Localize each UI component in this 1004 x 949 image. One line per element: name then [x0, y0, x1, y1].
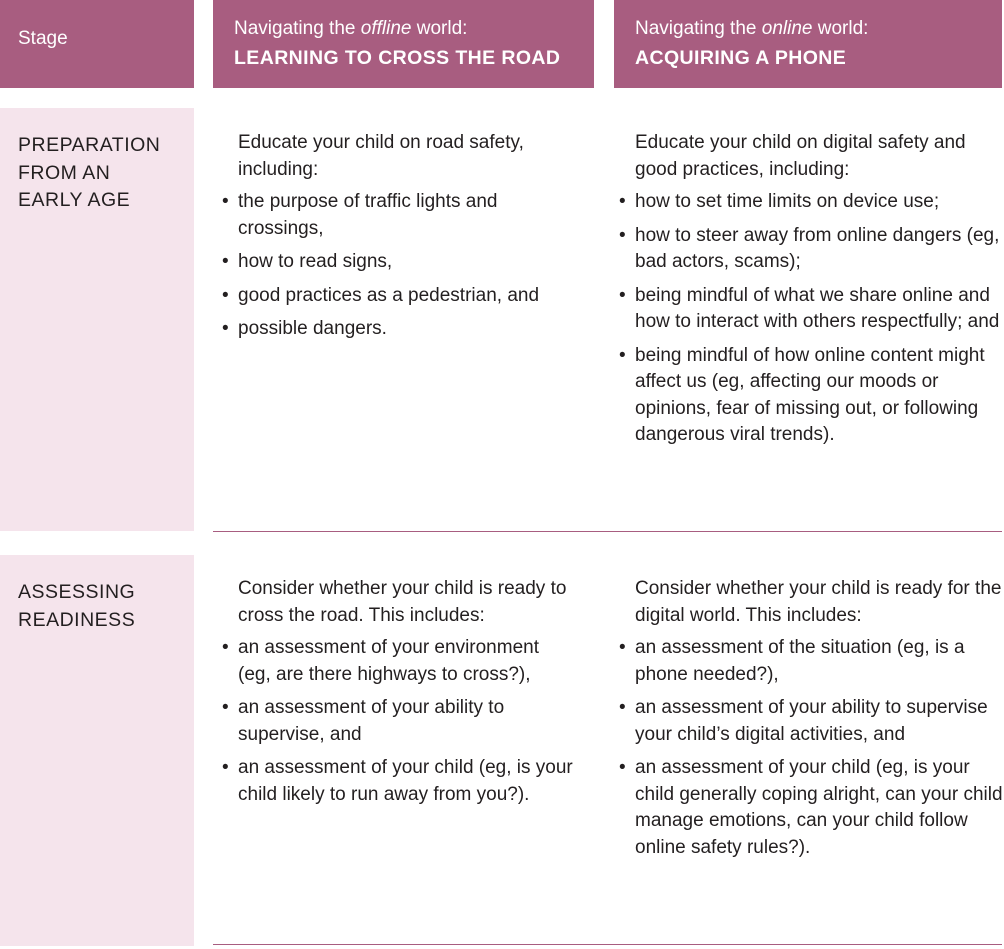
cell-intro: Consider whether your child is ready to cross the road. This includes:: [238, 578, 567, 626]
bullet-list: [213, 189, 573, 342]
header-offline-prefix: Navigating the: [234, 18, 361, 39]
list-item: • an assessment of your ability to supervise your child’s digital activities, and: [610, 695, 1004, 748]
header-online-suffix: world:: [812, 18, 869, 39]
header-online-title: ACQUIRING A PHONE: [635, 47, 847, 69]
header-offline-emphasis: offline: [360, 18, 412, 39]
header-online-emphasis: online: [761, 18, 813, 39]
stage-cell-preparation: [0, 108, 194, 531]
list-item: • how to steer away from online dangers (eg, bad actors, scams);: [610, 223, 1004, 276]
header-offline: [213, 0, 594, 88]
bullet-list: [610, 635, 1004, 861]
header-stage: [0, 0, 194, 88]
row-divider: [213, 944, 1002, 945]
online-cell-readiness: [610, 576, 1004, 868]
list-item: • being mindful of what we share online and how to interact with others respectfully; and: [610, 283, 1004, 336]
list-item: • being mindful of how online content might affect us (eg, affecting our moods or opinions, fear of missing out, or following dangerous viral trends).: [610, 343, 1004, 449]
header-offline-subtitle: [234, 16, 594, 42]
bullet-list: [610, 189, 1004, 449]
header-online: [614, 0, 1002, 88]
list-item: • an assessment of your ability to supervise, and: [213, 695, 573, 748]
stage-label: PREPARATION FROM AN EARLY AGE: [18, 134, 161, 211]
header-online-subtitle: [635, 16, 1002, 42]
list-item: • an assessment of your environment (eg, are there highways to cross?),: [213, 635, 573, 688]
cell-intro: Educate your child on road safety, including:: [238, 132, 524, 180]
list-item: • possible dangers.: [213, 316, 573, 343]
list-item: • how to set time limits on device use;: [610, 189, 1004, 216]
bullet-list: [213, 635, 573, 808]
list-item: • an assessment of your child (eg, is your child likely to run away from you?).: [213, 755, 573, 808]
header-offline-title: LEARNING TO CROSS THE ROAD: [234, 47, 561, 69]
stage-cell-readiness: [0, 555, 194, 946]
list-item: • the purpose of traffic lights and crossings,: [213, 189, 573, 242]
list-item: • good practices as a pedestrian, and: [213, 283, 573, 310]
header-stage-label: Stage: [18, 28, 68, 49]
stage-label: ASSESSING READINESS: [18, 581, 136, 631]
row-divider: [213, 531, 1002, 532]
cell-intro: Consider whether your child is ready for the digital world. This includes:: [635, 578, 1002, 626]
online-cell-preparation: [610, 130, 1004, 456]
header-online-prefix: Navigating the: [635, 18, 762, 39]
offline-cell-preparation: [213, 130, 573, 349]
list-item: • how to read signs,: [213, 249, 573, 276]
list-item: • an assessment of your child (eg, is your child generally coping alright, can your child manage emotions, can your child follow online safety rules?).: [610, 755, 1004, 861]
list-item: • an assessment of the situation (eg, is a phone needed?),: [610, 635, 1004, 688]
offline-cell-readiness: [213, 576, 573, 815]
cell-intro: Educate your child on digital safety and good practices, including:: [635, 132, 966, 180]
header-offline-suffix: world:: [411, 18, 468, 39]
